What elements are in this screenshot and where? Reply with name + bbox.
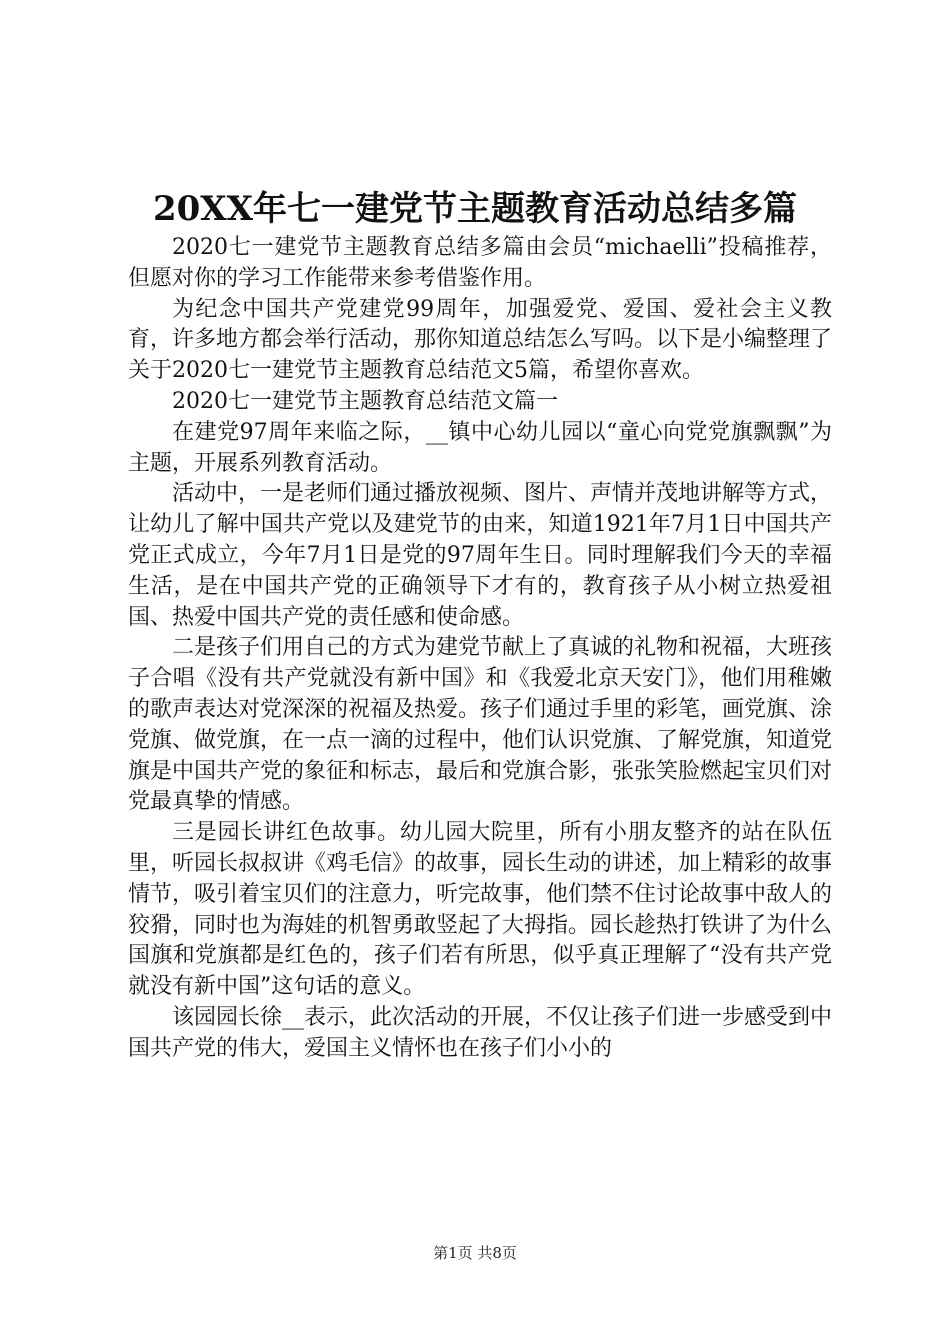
document-body xyxy=(128,233,832,1065)
section-heading: 2020七一建党节主题教育总结范文篇一 xyxy=(172,388,558,414)
intro-paragraph: 2020七一建党节主题教育总结多篇由会员“michaelli”投稿推荐，但愿对你的学习工作能带来参考借鉴作用。 xyxy=(128,235,832,291)
section-paragraph: 在建党97周年来临之际，__镇中心幼儿园以“童心向党党旗飘飘”为主题，开展系列教育活动。 xyxy=(128,419,832,476)
page-number-footer: 第1页 共8页 xyxy=(433,1244,517,1262)
section-paragraph: 活动中，一是老师们通过播放视频、图片、声情并茂地讲解等方式，让幼儿了解中国共产党以及建党节的由来，知道1921年7月1日中国共产党正式成立，今年7月1日是党的97周年生日。同时理解我们今天的幸福生活，是在中国共产党的正确领导下才有的，教育孩子从小树立热爱祖国、热爱中国共产党的责任感和使命感。 xyxy=(128,481,833,630)
section-paragraph: 该园园长徐__表示，此次活动的开展，不仅让孩子们进一步感受到中国共产党的伟大，爱国主义情怀也在孩子们小小的 xyxy=(128,1004,833,1061)
document-title: 20XX年七一建党节主题教育活动总结多篇 xyxy=(152,189,798,229)
section-paragraph: 二是孩子们用自己的方式为建党节献上了真诚的礼物和祝福，大班孩子合唱《没有共产党就没有新中国》和《我爱北京天安门》，他们用稚嫩的歌声表达对党深深的祝福及热爱。孩子们通过手里的彩笔，画党旗、涂党旗、做党旗，在一点一滴的过程中，他们认识党旗、了解党旗，知道党旗是中国共产党的象征和标志，最后和党旗合影，张张笑脸燃起宝贝们对党最真挚的情感。 xyxy=(128,635,833,815)
intro-paragraph: 为纪念中国共产党建党99周年，加强爱党、爱国、爱社会主义教育，许多地方都会举行活动，那你知道总结怎么写吗。以下是小编整理了关于2020七一建党节主题教育总结范文5篇，希望你喜欢。 xyxy=(128,296,833,384)
section-paragraph: 三是园长讲红色故事。幼儿园大院里，所有小朋友整齐的站在队伍里，听园长叔叔讲《鸡毛信》的故事，园长生动的讲述，加上精彩的故事情节，吸引着宝贝们的注意力，听完故事，他们禁不住讨论故事中敌人的狡猾，同时也为海娃的机智勇敢竖起了大拇指。园长趁热打铁讲了为什么国旗和党旗都是红色的，孩子们若有所思，似乎真正理解了“没有共产党就没有新中国”这句话的意义。 xyxy=(128,820,833,1000)
